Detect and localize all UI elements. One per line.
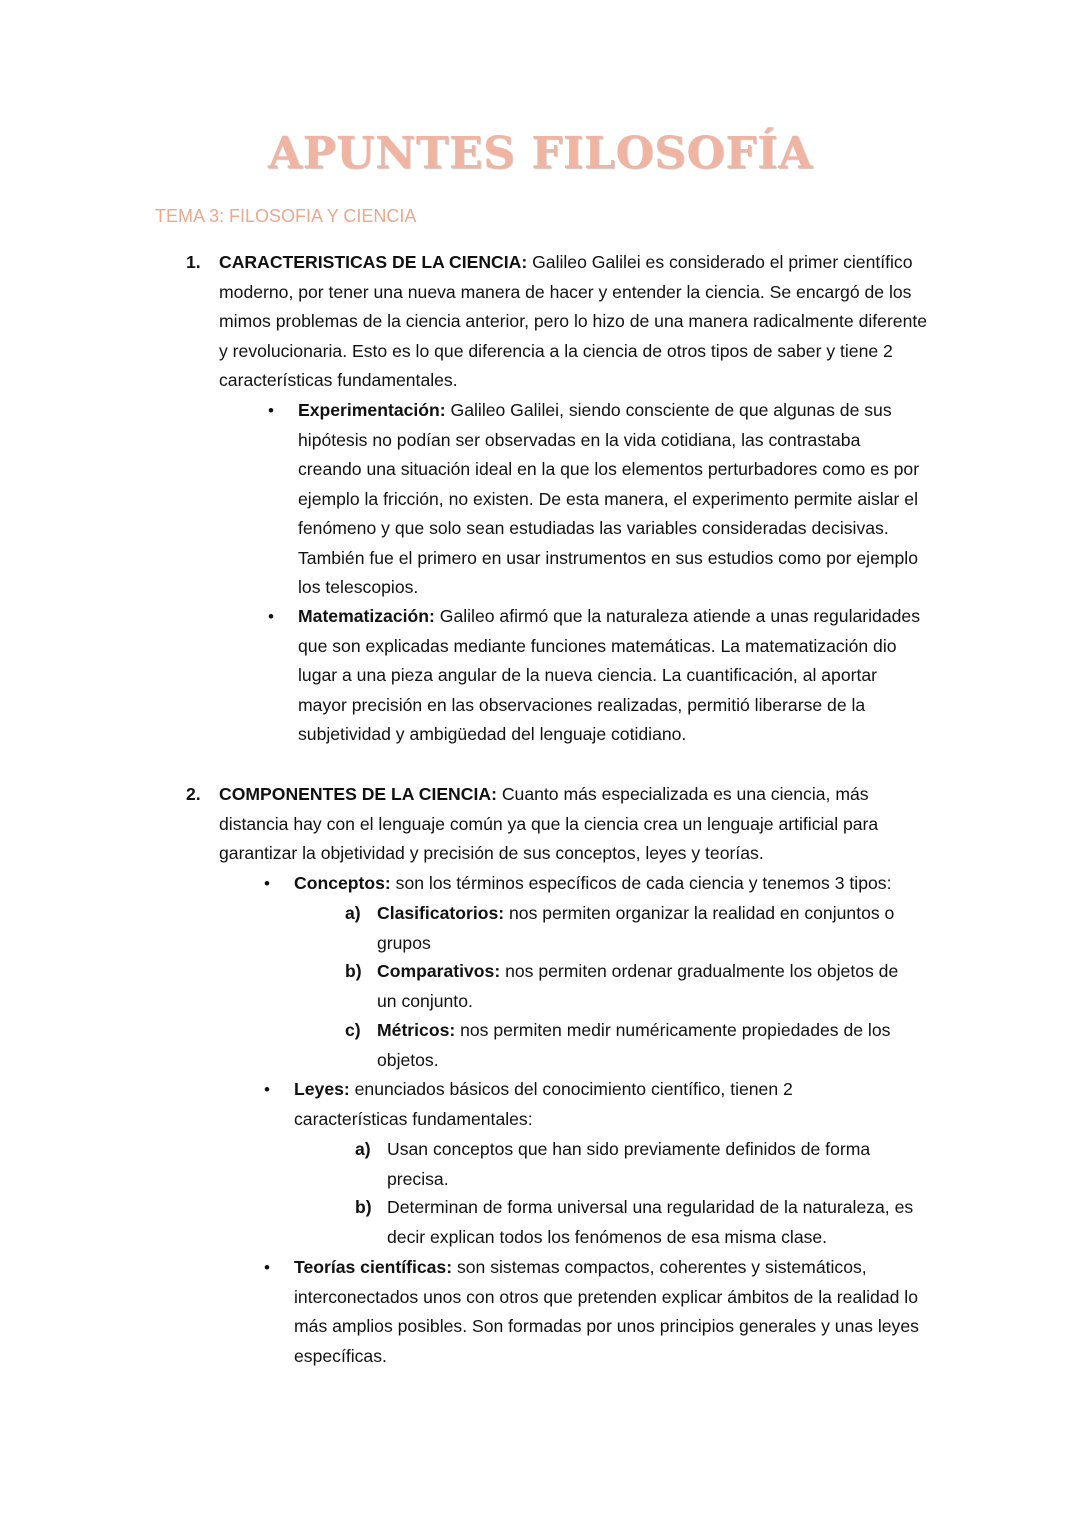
page-title: APUNTES FILOSOFÍA (268, 128, 813, 179)
bullet-experimentacion (268, 396, 923, 603)
bullet-text: enunciados básicos del conocimiento científico, tienen 2 características fundamentales: (294, 1079, 793, 1129)
sub-item-label: a) (355, 1139, 371, 1159)
bullet-matematizacion (268, 602, 923, 750)
sub-item-term: Comparativos: (377, 961, 501, 981)
sub-item-text: nos permiten medir numéricamente propiedades de los objetos. (377, 1020, 891, 1070)
bullet-icon: • (264, 1080, 270, 1099)
bullet-conceptos (264, 869, 934, 899)
sub-item-term: Clasificatorios: (377, 903, 505, 923)
sub-item-leyes-b (355, 1193, 922, 1252)
bullet-icon: • (264, 874, 270, 893)
bullet-leyes (264, 1075, 854, 1134)
sub-item-label: b) (355, 1197, 372, 1217)
sub-item-metricos (345, 1016, 922, 1075)
section-characteristics (186, 248, 939, 396)
section-heading: COMPONENTES DE LA CIENCIA: (219, 784, 497, 804)
section-number: 2. (186, 784, 201, 804)
bullet-teorias (264, 1253, 944, 1371)
bullet-term: Conceptos: (294, 873, 391, 893)
sub-item-text: nos permiten organizar la realidad en conjuntos o grupos (377, 903, 895, 953)
sub-item-clasificatorios (345, 899, 922, 958)
section-components (186, 780, 939, 869)
section-body: Galileo Galilei es considerado el primer científico moderno, por tener una nueva manera de hacer y entender la ciencia. Se encargó de los mimos problemas de la ciencia anterior, pero lo hizo de una manera radicalmente diferente y revolucionaria. Esto es lo que diferencia a la ciencia de otros tipos de saber y tiene 2 características fundamentales. (219, 252, 928, 390)
bullet-term: Teorías científicas: (294, 1257, 453, 1277)
sub-item-text: Determinan de forma universal una regularidad de la naturaleza, es decir explican todos los fenómenos de esa misma clase. (387, 1197, 914, 1247)
bullet-text: Galileo Galilei, siendo consciente de que algunas de sus hipótesis no podían ser observadas en la vida cotidiana, las contrastaba creando una situación ideal en la que los elementos perturbadores como es por ejemplo la fricción, no existen. De esta manera, el experimento permite aislar el fenómeno y que solo sean estudiadas las variables consideradas decisivas. También fue el primero en usar instrumentos en sus estudios como por ejemplo los telescopios. (298, 400, 920, 597)
sub-item-text: Usan conceptos que han sido previamente definidos de forma precisa. (387, 1139, 871, 1189)
sub-item-label: b) (345, 961, 362, 981)
sub-item-term: Métricos: (377, 1020, 456, 1040)
topic-subtitle: TEMA 3: FILOSOFIA Y CIENCIA (155, 206, 417, 226)
bullet-text: son sistemas compactos, coherentes y sistemáticos, interconectados unos con otros que pretenden explicar ámbitos de la realidad lo más amplios posibles. Son formadas por unos principios generales y unas leyes específicas. (294, 1257, 919, 1366)
section-heading: CARACTERISTICAS DE LA CIENCIA: (219, 252, 528, 272)
bullet-term: Matematización: (298, 606, 435, 626)
sub-item-label: a) (345, 903, 361, 923)
sub-item-text: nos permiten ordenar gradualmente los objetos de un conjunto. (377, 961, 899, 1011)
bullet-term: Experimentación: (298, 400, 446, 420)
bullet-term: Leyes: (294, 1079, 350, 1099)
section-number: 1. (186, 252, 201, 272)
sub-item-comparativos (345, 957, 922, 1016)
bullet-icon: • (268, 607, 274, 626)
section-body: Cuanto más especializada es una ciencia, más distancia hay con el lenguaje común ya que la ciencia crea un lenguaje artificial para garantizar la objetividad y precisión de sus conceptos, leyes y teorías. (219, 784, 879, 863)
bullet-icon: • (268, 401, 274, 420)
sub-item-label: c) (345, 1020, 361, 1040)
bullet-text: son los términos específicos de cada ciencia y tenemos 3 tipos: (390, 873, 892, 893)
bullet-text: Galileo afirmó que la naturaleza atiende a unas regularidades que son explicadas mediante funciones matemáticas. La matematización dio lugar a una pieza angular de la nueva ciencia. La cuantificación, al aportar mayor precisión en las observaciones realizadas, permitió liberarse de la subjetividad y ambigüedad del lenguaje cotidiano. (298, 606, 920, 744)
sub-item-leyes-a (355, 1135, 907, 1194)
bullet-icon: • (264, 1258, 270, 1277)
